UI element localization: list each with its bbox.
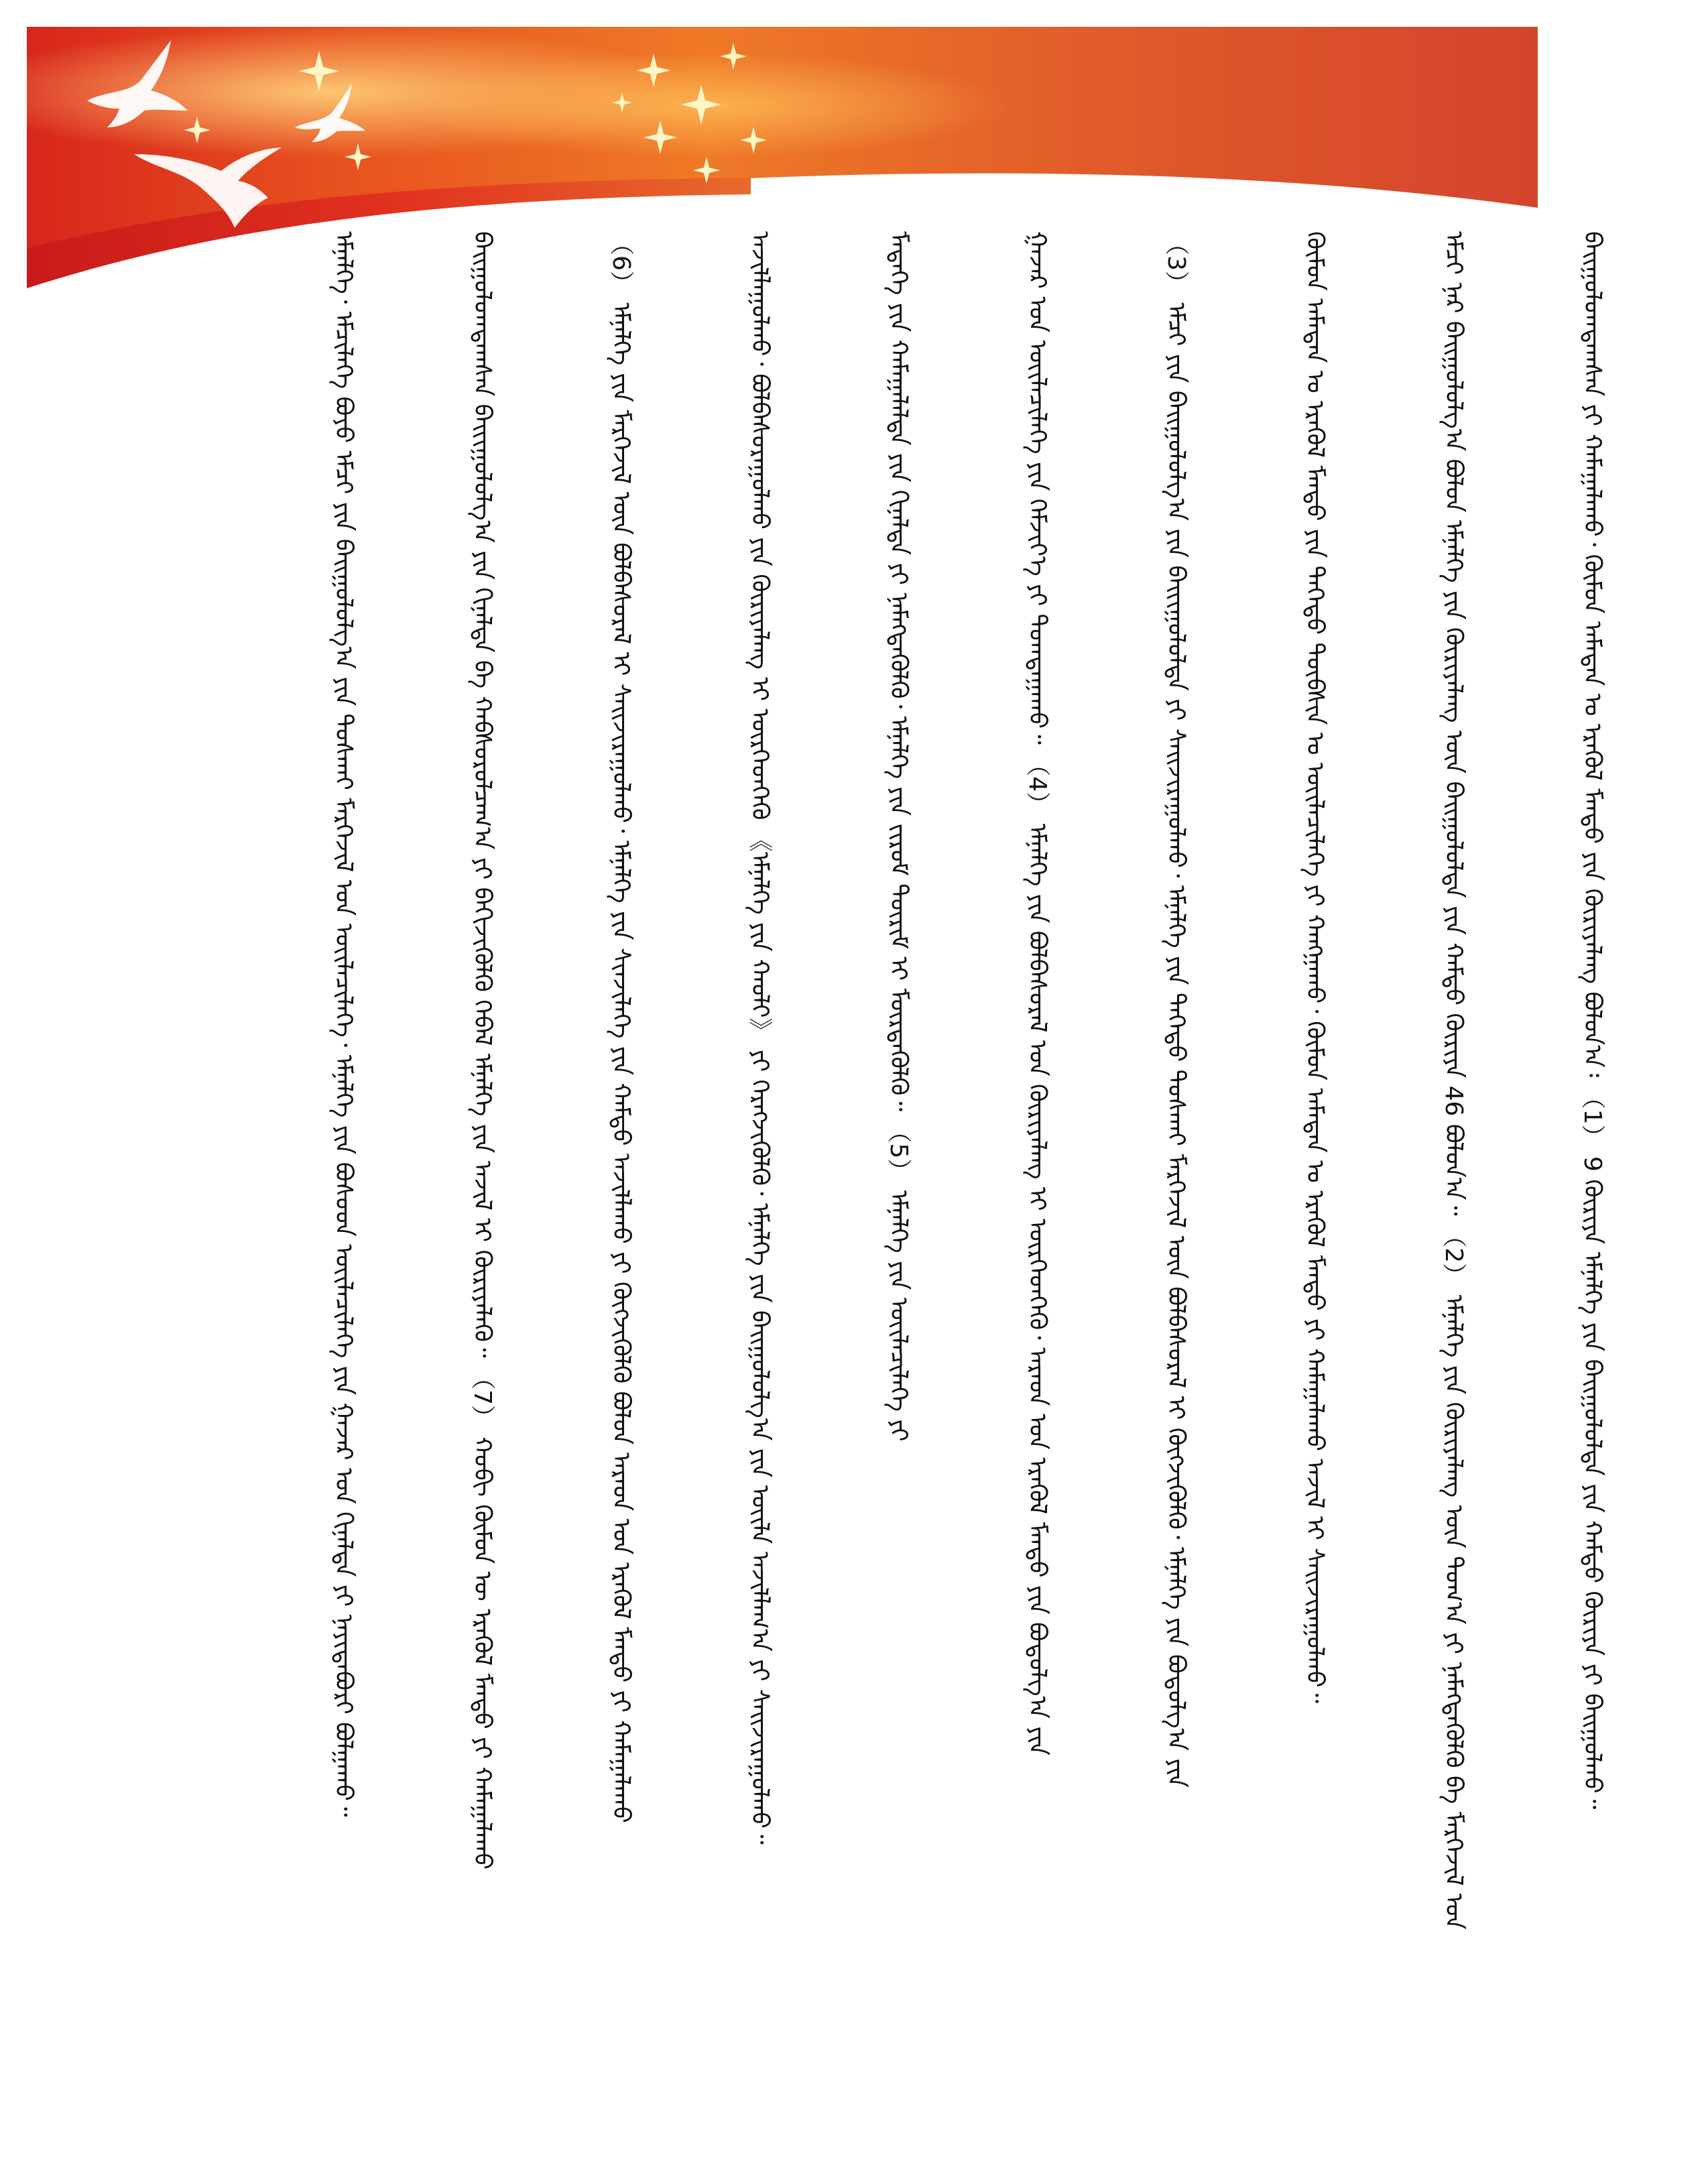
text-line: ᠪᠠᠢᠭᠤᠯᠤᠭᠳᠠᠭᠰᠠᠨ ᠶᠢ ᠬᠠᠮᠠᠭᠠᠯᠠᠬᠤ᠂ ᠬᠦᠮᠦᠨ ᠠᠮᠠᠲᠠᠨ ᠤ ᠡᠷᠡᠭᠦᠯ ᠮᠡᠨᠳᠦ ᠶᠢᠨ ᠬᠦᠷᠢᠶᠡᠯᠡᠩ ᠪᠣᠯᠤᠨ᠎ᠠ᠄ （1） 9 ᠬᠦᠷᠢᠶᠡ ᠡᠮᠨᠡᠯᠭᠡ ᠶᠢᠨ ᠪᠠᠢᠭᠤᠯᠤᠯᠲᠠ ᠶᠢᠨ ᠬᠠᠮᠲᠤ ᠬᠦᠷᠢᠶᠡ ᠶᠢ ᠪᠠᠢᠭᠤᠯᠬᠤ᠃ [1579, 231, 1606, 1810]
text-line: （6） ᠡᠮᠨᠡᠯᠭᠡ ᠶᠢᠨ ᠮᠡᠷᠭᠡᠵᠢᠯ ᠦᠨ ᠪᠣᠯᠪᠠᠰᠤᠷᠠᠯ ᠢ ᠰᠠᠢᠵᠢᠷᠠᠭᠤᠯᠬᠤ᠂ ᠡᠮᠨᠡᠯᠭᠡ ᠶᠢᠨ ᠰᠢᠨᠵᠢᠯᠡᠭᠡ ᠶᠢᠨ ᠬᠠᠮᠲᠤ ᠠᠵᠢᠯᠯᠠᠬᠤ ᠶᠢ ᠬᠦᠭᠵᠢᠭᠦᠯᠬᠦ ᠪᠣᠯᠤᠨ ᠠᠷᠠᠳ ᠤᠨ ᠡᠷᠡᠭᠦᠯ ᠮᠡᠨᠳᠦ ᠶᠢ ᠬᠠᠮᠠᠭᠠᠯᠠᠬᠤ [607, 231, 635, 1823]
text-line: ᠡᠮᠨᠡᠯᠭᠡ᠂ ᠡᠮᠴᠢᠯᠡᠭᠡ ᠪᠤᠶᠤ ᠡᠮᠴᠢ ᠶᠢᠨ ᠪᠠᠢᠭᠤᠯᠤᠯᠭ᠎ᠠ ᠶᠢᠨ ᠲᠤᠰᠬᠠᠢ ᠮᠡᠷᠭᠡᠵᠢᠯ ᠤᠨ ᠦᠢᠯᠡᠴᠢᠯᠡᠭᠡ᠂ ᠡᠮᠨᠡᠯᠭᠡ ᠶᠢᠨ ᠪᠤᠰᠤᠳ ᠦᠢᠯᠡᠴᠢᠯᠡᠭᠡ ᠶᠢᠨ ᠭᠠᠵᠠᠷ ᠤᠨ ᠬᠢᠨᠠᠯᠲᠠ ᠶᠢ ᠨᠠᠶᠢᠳᠠᠪᠤᠷᠢ ᠪᠣᠯᠭᠠᠬᠤ᠃ [330, 231, 357, 1817]
text-line: （3） ᠡᠮᠴᠢ ᠶᠢᠨ ᠪᠠᠢᠭᠤᠯᠤᠯᠭ᠎ᠠ ᠶᠢᠨ ᠪᠠᠢᠢᠭᠤᠯᠤᠯᠲᠠ ᠶᠢ ᠰᠠᠢᠵᠢᠷᠠᠭᠤᠯᠬᠤ᠂ ᠡᠮᠨᠡᠯᠭᠡ ᠶᠢᠨ ᠳᠡᠭᠡᠳᠦ ᠲᠤᠰᠬᠠᠢ ᠮᠡᠷᠭᠡᠵᠢᠯ ᠦᠨ ᠪᠣᠯᠪᠠᠰᠤᠷᠠᠯ ᠢ ᠬᠦᠭᠵᠢᠭᠦᠯᠬᠦ᠂ ᠡᠮᠨᠡᠯᠭᠡ ᠶᠢᠨ ᠪᠣᠳᠤᠯᠭ᠎ᠠ ᠶᠢᠨ [1162, 231, 1190, 1788]
text-line: ᠠᠵᠢᠯᠯᠠᠭᠤᠯᠬᠤ᠂ ᠪᠣᠯᠪᠠᠰᠤᠷᠠᠭᠤᠯᠬᠤ ᠶᠢᠨ ᠬᠦᠷᠢᠶᠡᠯᠡᠩ ᠢ ᠥᠷᠭᠡᠳᠬᠡᠬᠦ 《ᠡᠮᠨᠡᠯᠭᠡ ᠶᠢᠨ ᠬᠠᠤᠯᠢ》 ᠶᠢ ᠬᠡᠷᠡᠭᠵᠢᠭᠦᠯᠬᠦ᠂ ᠡᠮᠨᠡᠯᠭᠡ ᠶᠢᠨ ᠪᠠᠢᠭᠤᠯᠤᠯᠭ᠎ᠠ ᠶᠢᠨ ᠦᠢᠯᠡ ᠠᠵᠢᠯᠯᠠᠭ᠎ᠠ ᠶᠢ ᠰᠠᠢᠵᠢᠷᠠᠭᠤᠯᠬᠤ᠃ [746, 231, 774, 1845]
text-line: ᠬᠦᠮᠦᠨ ᠠᠮᠠᠲᠠᠨ ᠤ ᠡᠷᠡᠭᠦᠯ ᠮᠡᠨᠳᠦ ᠶᠢᠨ ᠳᠡᠭᠡᠳᠦ ᠲᠦᠪᠰᠢᠨ ᠤ ᠦᠢᠯᠡᠴᠢᠯᠡᠭᠡ ᠶᠢ ᠬᠠᠩᠭᠠᠬᠤ᠂ ᠬᠦᠮᠦᠨ ᠠᠮᠠᠲᠠᠨ ᠤ ᠡᠷᠡᠭᠦᠯ ᠮᠡᠨᠳᠦ ᠶᠢ ᠬᠠᠮᠠᠭᠠᠯᠠᠬᠤ ᠠᠵᠢᠯ ᠢ ᠰᠠᠢᠵᠢᠷᠠᠭᠤᠯᠬᠤ᠃ [1301, 231, 1329, 1704]
text-line: ᠭᠠᠵᠠᠷ ᠤᠨ ᠦᠢᠯᠡᠴᠢᠯᠡᠭᠡ ᠶᠢᠨ ᠬᠡᠮᠵᠢᠶ᠎ᠡ ᠶᠢ ᠲᠣᠭᠲᠠᠭᠠᠬᠤ᠃ （4） ᠡᠮᠨᠡᠯᠭᠡ ᠶᠢᠨ ᠪᠣᠯᠪᠠᠰᠤᠷᠠᠯ ᠤᠨ ᠬᠦᠷᠢᠶᠡᠯᠡᠩ ᠢ ᠥᠷᠭᠡᠳᠬᠡᠬᠦ᠂ ᠠᠷᠠᠳ ᠤᠨ ᠡᠷᠡᠭᠦᠯ ᠮᠡᠨᠳᠦ ᠶᠢᠨ ᠪᠣᠳᠤᠯᠭ᠎ᠠ ᠶᠢᠨ [1024, 231, 1051, 1755]
mongolian-body-text [228, 231, 1606, 1947]
text-line: ᠡᠮᠴᠢ ᠨᠠᠷ ᠪᠠᠢᠭᠤᠯᠤᠯᠭ᠎ᠠ ᠪᠣᠯᠤᠨ ᠡᠮᠨᠡᠯᠭᠡ ᠶᠢᠨ ᠬᠦᠷᠢᠶᠡᠯᠡᠩ ᠦᠨ ᠪᠠᠢᠭᠤᠯᠤᠯᠲᠠ ᠶᠢᠨ ᠬᠠᠮᠲᠤ ᠬᠦᠷᠢᠶᠡ 46 ᠪᠣᠯᠤᠨ᠎ᠠ᠃ （2） ᠡᠮᠨᠡᠯᠭᠡ ᠶᠢᠨ ᠬᠦᠷᠢᠶᠡᠯᠡᠩ ᠦᠨ ᠲᠣᠭ᠎ᠠ ᠶᠢ ᠨᠡᠮᠡᠭᠳᠡᠭᠦᠯᠬᠦ ᠪᠠ ᠮᠡᠷᠭᠡᠵᠢᠯ ᠤᠨ [1440, 231, 1467, 1930]
text-line: ᠪᠠᠢᠭᠤᠯᠤᠭᠳᠠᠭᠰᠠᠨ ᠪᠠᠢᠢᠭᠤᠯᠤᠯᠭ᠎ᠠ ᠶᠢᠨ ᠬᠢᠨᠠᠯᠲᠠ ᠪᠠ ᠬᠠᠪᠰᠤᠷᠤᠯᠴᠠᠭ᠎ᠠ ᠶᠢ ᠪᠡᠬᠢᠵᠢᠭᠦᠯᠬᠦ ᠭᠡᠪᠡᠯ ᠡᠮᠨᠡᠯᠭᠡ ᠶᠢᠨ ᠠᠵᠢᠯ ᠢ ᠬᠦᠷᠢᠶᠡᠯᠡᠬᠦ᠃ （7） ᠬᠤᠪᠢ ᠬᠦᠮᠦᠨ ᠦ ᠡᠷᠡᠭᠦᠯ ᠮᠡᠨᠳᠦ ᠶᠢ ᠬᠠᠮᠠᠭᠠᠯᠠᠬᠤ [469, 231, 496, 1870]
text-line: ᠮᠡᠳᠡᠭᠡ ᠶᠢᠨ ᠬᠠᠮᠠᠭᠠᠯᠠᠯᠲᠠ ᠶᠢᠨ ᠬᠢᠨᠠᠯᠲᠠ ᠶᠢ ᠨᠡᠮᠡᠭᠳᠡᠭᠦᠯᠬᠦ᠂ ᠡᠮᠨᠡᠯᠭᠡ ᠶᠢᠨ ᠵᠢᠷᠤᠮ ᠳᠦᠷᠢᠮ ᠢ ᠮᠥᠷᠳᠡᠭᠦᠯᠬᠦ᠃ （5） ᠡᠮᠨᠡᠯᠭᠡ ᠶᠢᠨ ᠦᠢᠯᠡᠴᠢᠯᠡᠭᠡ ᠶᠢ [885, 231, 912, 1442]
